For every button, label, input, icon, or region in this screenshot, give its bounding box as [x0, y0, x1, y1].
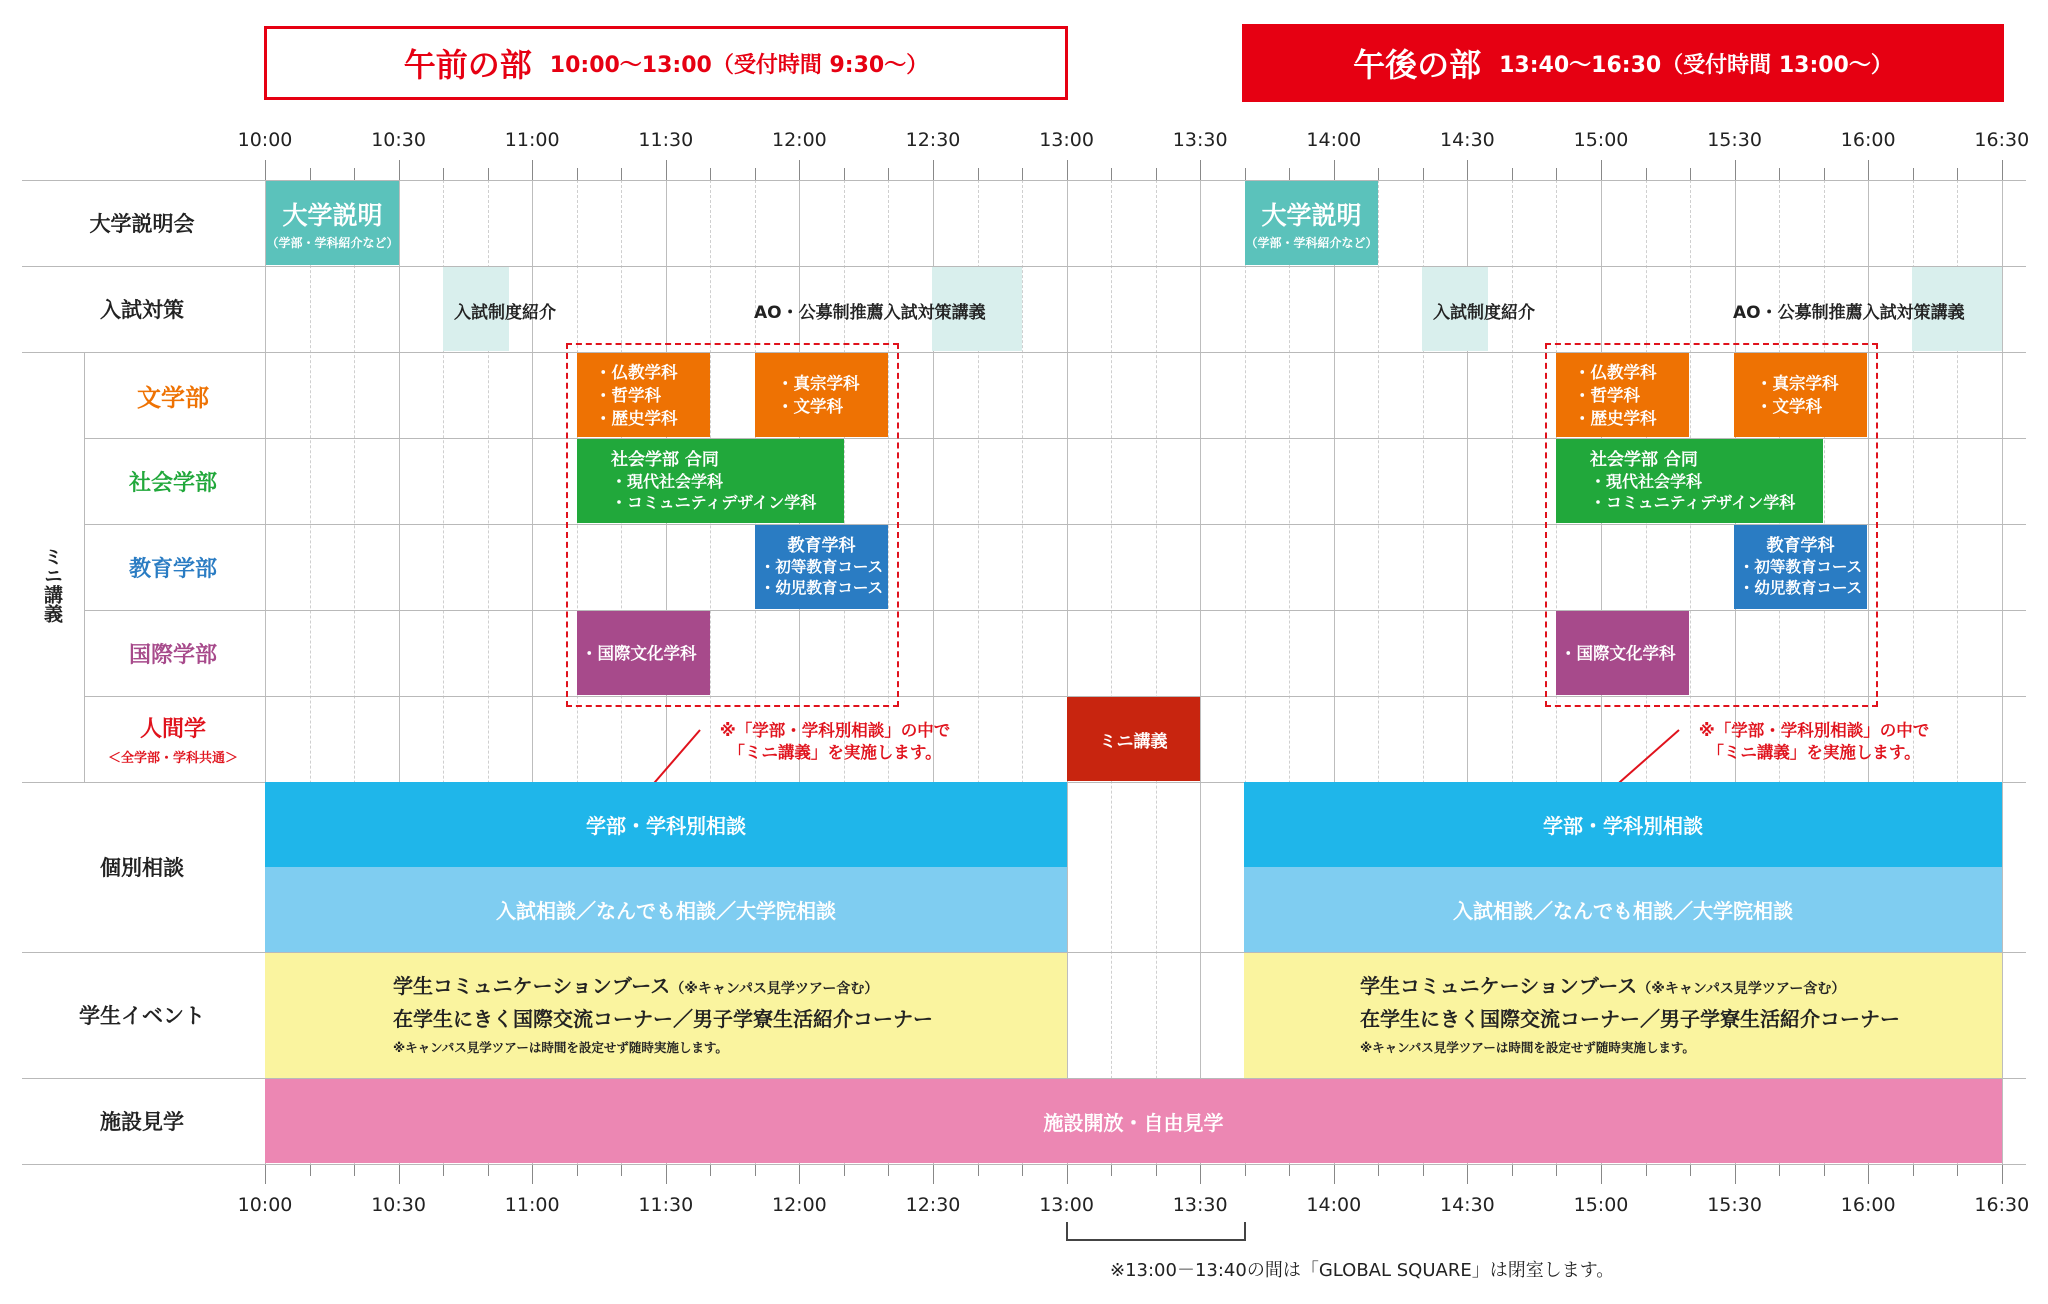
- time-tick-label: 16:00: [1840, 129, 1896, 151]
- time-tick-label: 14:00: [1306, 129, 1362, 151]
- row-label-kobetsu: 個別相談: [100, 856, 184, 880]
- time-tick-label: 13:30: [1172, 129, 1228, 151]
- gakka-soudan-am: 学部・学科別相談: [265, 782, 1067, 867]
- nyushi-seido-label-am: 入試制度紹介: [454, 303, 556, 323]
- time-tick-label: 11:00: [504, 1194, 560, 1216]
- bun1-item: ・歴史学科: [1574, 408, 1657, 428]
- event-booth: 学生コミュニケーションブース: [1360, 974, 1638, 998]
- bun2-item: ・真宗学科: [1756, 374, 1839, 393]
- ao-label-am: AO・公募制推薦入試対策講義: [754, 303, 986, 323]
- time-tick-label: 10:30: [371, 129, 426, 151]
- note-line-1: ※「学部・学科別相談」の中で: [1698, 721, 1930, 740]
- bun2-item: ・文学科: [777, 397, 843, 416]
- time-tick-label: 16:30: [1974, 129, 2030, 151]
- note-line-2: 「ミニ講義」を実施します。: [728, 743, 942, 762]
- bun2-item: ・文学科: [1756, 397, 1822, 416]
- event-line-3: ※キャンパス見学ツアーは時間を設定せず随時実施します。: [393, 1040, 728, 1055]
- time-tick-label: 11:00: [504, 129, 560, 151]
- event-booth: 学生コミュニケーションブース: [393, 974, 671, 998]
- shakai-item: ・現代社会学科: [611, 471, 724, 491]
- time-tick-label: 14:00: [1306, 1194, 1362, 1216]
- time-tick-label: 13:30: [1172, 1194, 1228, 1216]
- event-line-2: 在学生にきく国際交流コーナー／男子学寮生活紹介コーナー: [393, 1007, 933, 1031]
- time-tick-label: 12:30: [905, 1194, 961, 1216]
- row-label-kokusai: 国際学部: [128, 642, 217, 668]
- bun1-item: ・仏教学科: [1574, 362, 1657, 382]
- footnote: ※13:00－13:40の間は「GLOBAL SQUARE」は閉室します。: [1110, 1260, 1615, 1281]
- shisetsu-block: 施設開放・自由見学: [265, 1079, 2002, 1163]
- pm-title: 午後の部: [1353, 46, 1482, 84]
- kokusai-item: ・国際文化学科: [1560, 643, 1676, 663]
- time-tick-label: 15:30: [1707, 1194, 1762, 1216]
- shakai-title: 社会学部 合同: [1590, 449, 1698, 470]
- bun2-item: ・真宗学科: [777, 374, 860, 393]
- shakai-title: 社会学部 合同: [611, 449, 719, 470]
- shakai-item: ・コミュニティデザイン学科: [1590, 492, 1796, 512]
- note-line-1: ※「学部・学科別相談」の中で: [719, 721, 951, 740]
- bun1-item: ・哲学科: [1574, 385, 1640, 405]
- time-tick-label: 13:00: [1039, 1194, 1094, 1216]
- time-tick-label: 13:00: [1039, 129, 1094, 151]
- kyoiku-item: ・幼児教育コース: [1738, 578, 1863, 597]
- time-tick-label: 11:30: [638, 129, 694, 151]
- row-label-event: 学生イベント: [79, 1004, 205, 1028]
- ao-label-pm: AO・公募制推薦入試対策講義: [1733, 303, 1965, 323]
- time-tick-label: 14:30: [1440, 1194, 1495, 1216]
- time-tick-label: 12:00: [772, 129, 827, 151]
- kokusai-item: ・国際文化学科: [581, 643, 697, 663]
- setsumei-sub: （学部・学科紹介など）: [266, 235, 399, 250]
- kyoiku-item: ・幼児教育コース: [759, 578, 884, 597]
- kyoiku-title: 教育学科: [787, 535, 856, 556]
- time-tick-label: 15:30: [1707, 129, 1762, 151]
- time-tick-label: 12:00: [772, 1194, 827, 1216]
- time-tick-label: 10:00: [237, 1194, 293, 1216]
- time-tick-label: 15:00: [1573, 1194, 1629, 1216]
- time-tick-label: 12:30: [905, 129, 961, 151]
- am-title: 午前の部: [403, 46, 532, 84]
- pm-time: 13:40〜16:30（受付時間 13:00〜）: [1499, 52, 1893, 78]
- time-tick-label: 16:00: [1840, 1194, 1896, 1216]
- am-time: 10:00〜13:00（受付時間 9:30〜）: [549, 52, 929, 78]
- event-booth-note: （※キャンパス見学ツアー含む）: [670, 981, 879, 997]
- event-line-3: ※キャンパス見学ツアーは時間を設定せず随時実施します。: [1360, 1040, 1695, 1055]
- event-booth-note: （※キャンパス見学ツアー含む）: [1637, 981, 1846, 997]
- time-tick-label: 10:00: [237, 129, 293, 151]
- kyoiku-item: ・初等教育コース: [759, 557, 884, 576]
- row-label-shisetsu: 施設見学: [100, 1110, 184, 1134]
- time-tick-label: 14:30: [1440, 129, 1495, 151]
- nyushi-soudan-am: 入試相談／なんでも相談／大学院相談: [265, 867, 1067, 952]
- time-tick-label: 15:00: [1573, 129, 1629, 151]
- setsumei-sub: （学部・学科紹介など）: [1245, 235, 1378, 250]
- kyoiku-title: 教育学科: [1766, 535, 1835, 556]
- kyoiku-item: ・初等教育コース: [1738, 557, 1863, 576]
- event-line-2: 在学生にきく国際交流コーナー／男子学寮生活紹介コーナー: [1360, 1007, 1900, 1031]
- bun1-item: ・哲学科: [595, 385, 661, 405]
- note-line-2: 「ミニ講義」を実施します。: [1707, 743, 1921, 762]
- row-label-nyushi: 入試対策: [100, 298, 184, 322]
- row-label-setsumeikai: 大学説明会: [89, 212, 195, 236]
- bun1-item: ・仏教学科: [595, 362, 678, 382]
- time-tick-label: 16:30: [1974, 1194, 2030, 1216]
- row-label-ningen: 人間学: [139, 717, 206, 742]
- row-label-kyoiku: 教育学部: [128, 556, 217, 582]
- gakka-soudan-pm: 学部・学科別相談: [1244, 782, 2002, 867]
- setsumei-title: 大学説明: [282, 200, 383, 230]
- time-tick-label: 11:30: [638, 1194, 694, 1216]
- row-label-shakai: 社会学部: [128, 470, 217, 496]
- ningen-mini-block: ミニ講義: [1067, 697, 1200, 781]
- bun1-item: ・歴史学科: [595, 408, 678, 428]
- nyushi-soudan-pm: 入試相談／なんでも相談／大学院相談: [1244, 867, 2002, 952]
- row-label-mini-group: ミニ講義: [41, 547, 63, 623]
- nyushi-seido-label-pm: 入試制度紹介: [1433, 303, 1535, 323]
- time-tick-label: 10:30: [371, 1194, 426, 1216]
- shakai-item: ・コミュニティデザイン学科: [611, 492, 817, 512]
- setsumei-title: 大学説明: [1261, 200, 1362, 230]
- row-label-ningen-sub: ＜全学部・学科共通＞: [107, 751, 238, 766]
- shakai-item: ・現代社会学科: [1590, 471, 1703, 491]
- row-label-bungaku: 文学部: [137, 383, 209, 412]
